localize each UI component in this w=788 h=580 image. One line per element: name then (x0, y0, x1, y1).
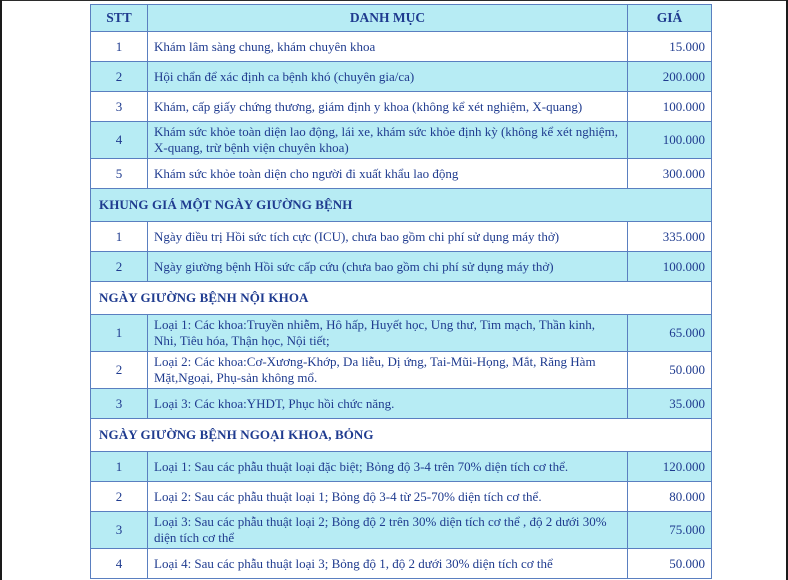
row-price: 120.000 (628, 452, 712, 482)
row-stt: 4 (91, 122, 148, 159)
table-row (91, 452, 712, 482)
row-price: 100.000 (628, 122, 712, 159)
row-name: Khám sức khỏe toàn diện cho người đi xuất khẩu lao động (148, 159, 628, 189)
row-name: Loại 1: Các khoa:Truyền nhiễm, Hô hấp, Huyết học, Ung thư, Tim mạch, Thần kinh, Nhi, Tiêu hóa, Thận học, Nội tiết; (148, 315, 628, 352)
section-title: KHUNG GIÁ MỘT NGÀY GIƯỜNG BỆNH (91, 189, 712, 222)
row-price: 75.000 (628, 512, 712, 549)
row-stt: 5 (91, 159, 148, 189)
row-stt: 2 (91, 62, 148, 92)
header-gia: GIÁ (628, 5, 712, 32)
row-stt: 3 (91, 512, 148, 549)
table-row (91, 315, 712, 352)
row-stt: 2 (91, 252, 148, 282)
section-title: NGÀY GIƯỜNG BỆNH NỘI KHOA (91, 282, 712, 315)
row-price: 65.000 (628, 315, 712, 352)
row-price: 100.000 (628, 92, 712, 122)
page-top-border (0, 0, 788, 1)
row-name: Khám lâm sàng chung, khám chuyên khoa (148, 32, 628, 62)
table-row (91, 222, 712, 252)
row-price: 300.000 (628, 159, 712, 189)
row-name: Loại 2: Các khoa:Cơ-Xương-Khớp, Da liễu, Dị ứng, Tai-Mũi-Họng, Mắt, Răng Hàm Mặt,Ngoại, Phụ-sản không mổ. (148, 352, 628, 389)
row-name: Loại 1: Sau các phẫu thuật loại đặc biệt; Bỏng độ 3-4 trên 70% diện tích cơ thể. (148, 452, 628, 482)
row-name: Loại 2: Sau các phẫu thuật loại 1; Bỏng độ 3-4 từ 25-70% diện tích cơ thể. (148, 482, 628, 512)
row-price: 50.000 (628, 549, 712, 579)
section-row-noi-khoa (91, 282, 712, 315)
row-stt: 3 (91, 389, 148, 419)
row-price: 35.000 (628, 389, 712, 419)
table-header-row (91, 5, 712, 32)
table-row (91, 122, 712, 159)
page-left-border (0, 0, 2, 580)
row-stt: 1 (91, 315, 148, 352)
table-row (91, 62, 712, 92)
table-row (91, 32, 712, 62)
row-stt: 2 (91, 482, 148, 512)
section-row-ngoai-khoa (91, 419, 712, 452)
table-row (91, 92, 712, 122)
header-stt: STT (91, 5, 148, 32)
row-name: Ngày điều trị Hồi sức tích cực (ICU), chưa bao gồm chi phí sử dụng máy thở) (148, 222, 628, 252)
header-danh-muc: DANH MỤC (148, 5, 628, 32)
section-row-giuong (91, 189, 712, 222)
row-name: Loại 3: Sau các phẫu thuật loại 2; Bỏng độ 2 trên 30% diện tích cơ thể , độ 2 dưới 30% diện tích cơ thể (148, 512, 628, 549)
table-row (91, 389, 712, 419)
row-price: 200.000 (628, 62, 712, 92)
row-name: Loại 3: Các khoa:YHDT, Phục hồi chức năng. (148, 389, 628, 419)
row-price: 80.000 (628, 482, 712, 512)
price-table (90, 4, 712, 579)
row-name: Hội chẩn để xác định ca bệnh khó (chuyên gia/ca) (148, 62, 628, 92)
row-name: Ngày giường bệnh Hồi sức cấp cứu (chưa bao gồm chi phí sử dụng máy thở) (148, 252, 628, 282)
row-price: 50.000 (628, 352, 712, 389)
row-stt: 2 (91, 352, 148, 389)
row-price: 15.000 (628, 32, 712, 62)
row-name: Khám, cấp giấy chứng thương, giám định y khoa (không kể xét nghiệm, X-quang) (148, 92, 628, 122)
table-row (91, 549, 712, 579)
row-name: Loại 4: Sau các phẫu thuật loại 3; Bỏng độ 1, độ 2 dưới 30% diện tích cơ thể (148, 549, 628, 579)
row-price: 100.000 (628, 252, 712, 282)
table-row (91, 352, 712, 389)
row-stt: 1 (91, 32, 148, 62)
row-stt: 4 (91, 549, 148, 579)
row-stt: 1 (91, 222, 148, 252)
row-name: Khám sức khỏe toàn diện lao động, lái xe, khám sức khỏe định kỳ (không kể xét nghiệm, X-quang, trừ bệnh viện chuyên khoa) (148, 122, 628, 159)
row-price: 335.000 (628, 222, 712, 252)
row-stt: 3 (91, 92, 148, 122)
table-row (91, 252, 712, 282)
section-title: NGÀY GIƯỜNG BỆNH NGOẠI KHOA, BỎNG (91, 419, 712, 452)
table-row (91, 482, 712, 512)
table-row (91, 159, 712, 189)
table-row (91, 512, 712, 549)
row-stt: 1 (91, 452, 148, 482)
